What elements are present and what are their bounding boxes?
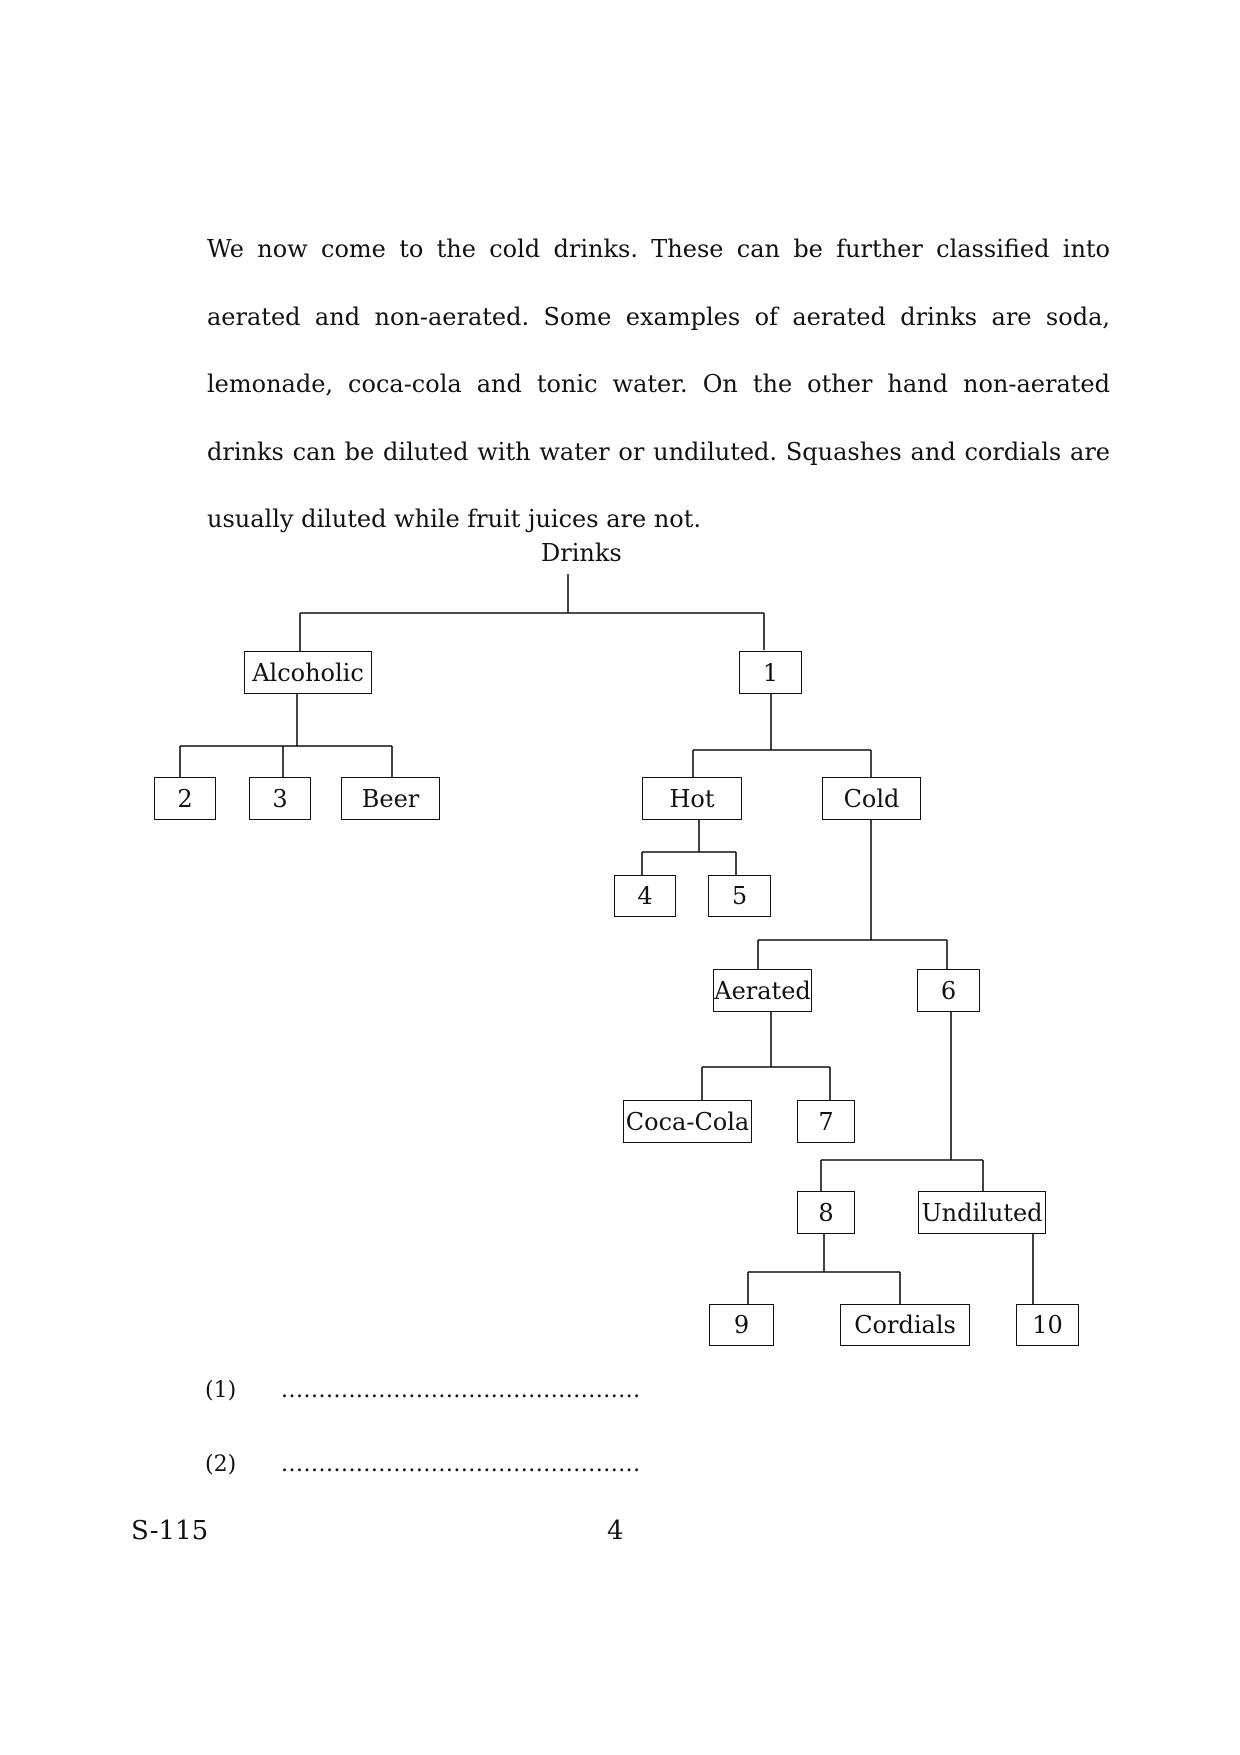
node-blank-6: 6 xyxy=(917,969,980,1012)
node-blank-9: 9 xyxy=(709,1304,774,1346)
answer-blank[interactable]: ................................................ xyxy=(281,1452,641,1477)
answer-line-2[interactable] xyxy=(205,1452,641,1477)
node-blank-1: 1 xyxy=(739,651,802,694)
node-aerated: Aerated xyxy=(713,969,812,1012)
node-blank-3: 3 xyxy=(249,777,311,820)
node-blank-4: 4 xyxy=(614,875,676,917)
node-hot: Hot xyxy=(642,777,742,820)
node-undiluted: Undiluted xyxy=(918,1191,1046,1234)
answer-number: (2) xyxy=(205,1452,237,1477)
node-blank-7: 7 xyxy=(797,1100,855,1143)
answer-blank[interactable]: ................................................ xyxy=(281,1378,641,1403)
node-beer: Beer xyxy=(341,777,440,820)
node-alcoholic: Alcoholic xyxy=(244,651,372,694)
paragraph-text: We now come to the cold drinks. These can be further classified into aerated and non-aerated. Some examples of aerated drinks are soda, lemonade, coca-cola and tonic water. On the other hand non-aerated drinks can be diluted with water or undiluted. Squashes and cordials are usually diluted while fruit juices are not. xyxy=(207,235,1110,533)
node-cold: Cold xyxy=(822,777,921,820)
node-coca-cola: Coca-Cola xyxy=(623,1100,752,1143)
body-paragraph xyxy=(207,216,1110,554)
answer-line-1[interactable] xyxy=(205,1378,641,1403)
node-blank-10: 10 xyxy=(1016,1304,1079,1346)
page-number: 4 xyxy=(607,1516,624,1546)
node-blank-8: 8 xyxy=(797,1191,855,1234)
tree-root-drinks: Drinks xyxy=(541,539,622,567)
node-blank-5: 5 xyxy=(708,875,771,917)
paper-code: S-115 xyxy=(131,1516,209,1546)
node-blank-2: 2 xyxy=(154,777,216,820)
node-cordials: Cordials xyxy=(840,1304,970,1346)
answer-number: (1) xyxy=(205,1378,237,1403)
